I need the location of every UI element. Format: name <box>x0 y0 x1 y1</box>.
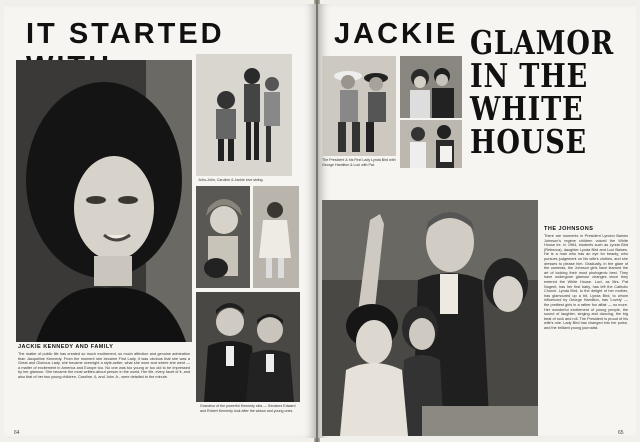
lbj-ranch-caption: The President & his First Lady Lynda Bird with George Hamilton & Luci with Pat. <box>322 158 396 167</box>
right-page <box>318 4 636 438</box>
john-john-photo <box>253 186 299 288</box>
glamor-line-2: IN THE <box>470 56 589 95</box>
lynda-hamilton-photo <box>400 56 462 118</box>
glamor-line-3: WHITE <box>470 89 584 128</box>
left-caption-text: The matter of public life has created so much excitement, so much affection and genuine admiration than Jacqueline Kennedy. From the moment she became First Lady, it was obvious that she was a Great and Glorious Lady, she became overnight a style-setter, what she wore and where she went — a matter of excitement in America and Europe too. No one was too young or too old to be impressed by her glamour. She became the most written-about person in the world. Her life, every facet of it, and also that of her two young children, Caroline, 6, and John Jr., were detailed to the minute. <box>18 352 190 379</box>
kids-skiing-caption: John-John, Caroline & Jackie love skiing. <box>198 178 264 182</box>
left-page-number: 64 <box>14 430 20 436</box>
glamor-line-1: GLAMOR <box>470 23 615 62</box>
left-headline: IT STARTED <box>26 18 225 50</box>
johnsons-text: There are moments in President Lyndon Baines Johnson's regime children voiced the White House ire. In 1964, students such as Lynda Bird (Rebecca), daughter Lynda Bird and Luci Baines. He is a man who has an eye for beauty, who pursues judgement on his wife's clothes, and she dresses to please him. Gradually, in the glare of the cameras, the Johnson girls have learned the art of looking their most photogenic best. They have undergone glamour changes since they entered the White House. Luci, as Mrs. Pat Nugent, has her first baby, has left the Catholic Church. Lynda Bird, to the delight of her mother, has glamoured up a bit. Lynda Bird, to whom influenced by George Hamilton, has 'Lovely' — the prettiest girls in a rather fun affair — no more. Her wonderful excitement of young people, the sound of laughter, singing and dancing, the big beat of rock and roll. The President is proud of his wife's role. Lady Bird has changed into her poise, and the brilliant young journalist. <box>544 234 628 330</box>
left-caption-title: JACKIE KENNEDY AND FAMILY <box>18 344 114 350</box>
glamor-title <box>470 23 630 161</box>
johnsons-title: THE JOHNSONS <box>544 226 594 232</box>
right-headline: JACKIE <box>334 18 459 50</box>
caroline-photo <box>196 186 250 288</box>
johnson-family-photo <box>322 200 538 436</box>
left-page <box>4 4 316 438</box>
glamor-line-4: HOUSE <box>470 122 588 161</box>
kennedy-brothers-photo <box>196 292 300 402</box>
lbj-ranch-photo <box>322 56 396 156</box>
kids-skiing-photo <box>196 54 292 176</box>
kennedy-brothers-caption: Grandeur of the powerful Kennedy sibs — Senators Edward and Robert Kennedy look after the widow and young ones. <box>200 404 296 413</box>
luci-pat-photo <box>400 120 462 168</box>
jackie-portrait-photo <box>16 60 192 342</box>
right-page-number: 65 <box>618 430 624 436</box>
